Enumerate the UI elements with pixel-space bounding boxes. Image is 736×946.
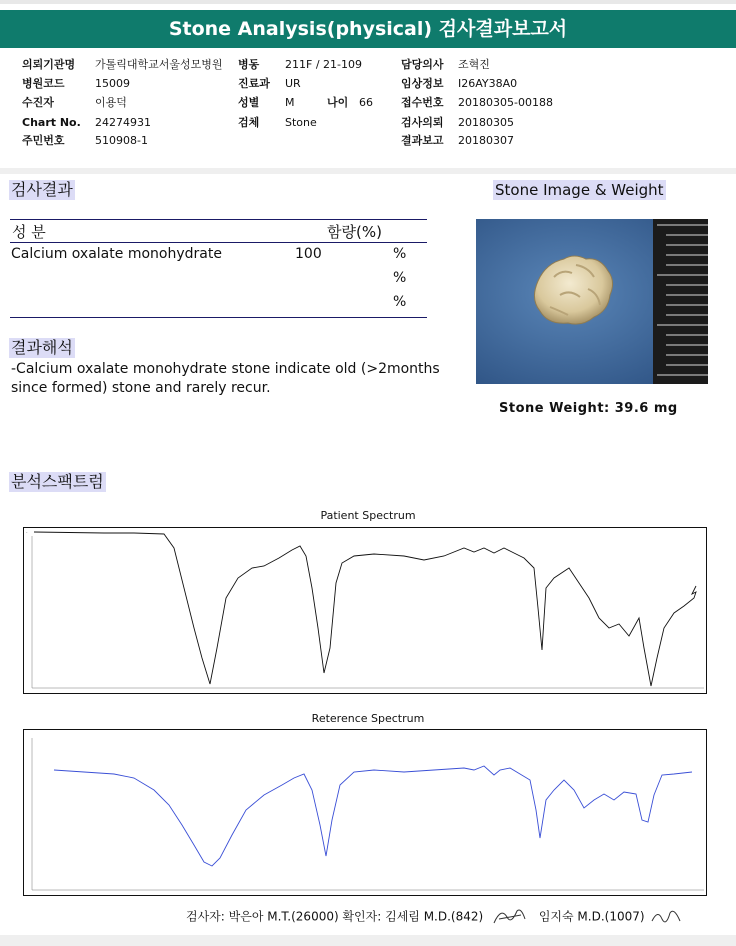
institution-value: 가톨릭대학교서울성모병원 <box>95 58 223 71</box>
patient-spectrum-chart <box>23 527 707 694</box>
report-footer <box>186 905 684 929</box>
patient-spectrum-title: Patient Spectrum <box>320 509 416 522</box>
resident-no-value: 510908-1 <box>95 134 148 147</box>
request-date-value: 20180305 <box>458 116 514 129</box>
result-row-1-value: 100 <box>295 246 322 262</box>
clinical-info-value: I26AY38A0 <box>458 77 518 90</box>
interpretation-heading: 결과해석 <box>11 338 73 357</box>
patient-value: 이용덕 <box>95 96 127 109</box>
receipt-no-label: 접수번호 <box>401 96 444 109</box>
patient-label: 수진자 <box>22 96 54 109</box>
info-column-2 <box>238 56 388 152</box>
report-date-value: 20180307 <box>458 134 514 147</box>
dept-label: 진료과 <box>238 77 270 90</box>
specimen-value: Stone <box>285 116 317 129</box>
result-heading: 검사결과 <box>11 180 73 199</box>
section-separator <box>0 168 736 174</box>
bottom-band <box>0 935 736 946</box>
footer-signer-2: 임지숙 M.D.(1007) <box>538 909 645 924</box>
ward-value: 211F / 21-109 <box>285 58 362 71</box>
result-row-2-unit: % <box>393 270 407 286</box>
dept-value: UR <box>285 77 301 90</box>
request-date-label: 검사의뢰 <box>401 116 444 129</box>
interpretation-line-1: -Calcium oxalate monohydrate stone indicate old (>2months <box>11 361 440 377</box>
receipt-no-value: 20180305-00188 <box>458 96 553 109</box>
sex-label: 성별 <box>238 96 260 109</box>
resident-no-label: 주민번호 <box>22 134 65 147</box>
stone-image-heading: Stone Image & Weight <box>495 181 664 199</box>
result-row-1-component: Calcium oxalate monohydrate <box>11 246 222 262</box>
institution-label: 의뢰기관명 <box>22 58 76 71</box>
ward-label: 병동 <box>238 58 260 71</box>
signature-2 <box>650 905 684 929</box>
result-row-1-unit: % <box>393 246 407 262</box>
sex-value: M <box>285 96 295 109</box>
hospital-code-label: 병원코드 <box>22 77 65 90</box>
age-label: 나이 <box>327 96 349 109</box>
reference-spectrum-title: Reterence Spectrum <box>311 712 425 725</box>
reference-spectrum-plot <box>24 730 706 895</box>
doctor-value: 조혁진 <box>458 58 490 71</box>
report-date-label: 결과보고 <box>401 134 444 147</box>
table-header-rule <box>10 242 427 243</box>
patient-spectrum-plot <box>24 528 706 693</box>
footer-signers: 검사자: 박은아 M.T.(26000) 확인자: 김세림 M.D.(842) <box>186 909 484 924</box>
info-column-1 <box>22 56 262 152</box>
info-column-3 <box>401 56 601 152</box>
report-title: Stone Analysis(physical) 검사결과보고서 <box>0 10 736 48</box>
component-column-header: 성 분 <box>12 223 46 241</box>
interpretation-line-2: since formed) stone and rarely recur. <box>11 380 271 396</box>
result-row-3-unit: % <box>393 294 407 310</box>
content-column-header: 함량(%) <box>327 223 382 241</box>
age-value: 66 <box>359 96 373 109</box>
chart-no-label: Chart No. <box>22 116 81 129</box>
stone-weight: Stone Weight: 39.6 mg <box>499 401 678 416</box>
top-border <box>0 0 736 4</box>
reference-spectrum-chart <box>23 729 707 896</box>
table-top-rule <box>10 219 427 220</box>
stone-photo-drawing <box>476 219 708 384</box>
clinical-info-label: 임상정보 <box>401 77 444 90</box>
spectrum-heading: 분석스팩트럼 <box>11 472 104 491</box>
patient-y-tick: - <box>26 530 28 535</box>
table-bottom-rule <box>10 317 427 318</box>
chart-no-value: 24274931 <box>95 116 151 129</box>
doctor-label: 담당의사 <box>401 58 444 71</box>
specimen-label: 검체 <box>238 116 260 129</box>
hospital-code-value: 15009 <box>95 77 130 90</box>
signature-1 <box>491 905 531 929</box>
stone-photo <box>476 219 708 384</box>
